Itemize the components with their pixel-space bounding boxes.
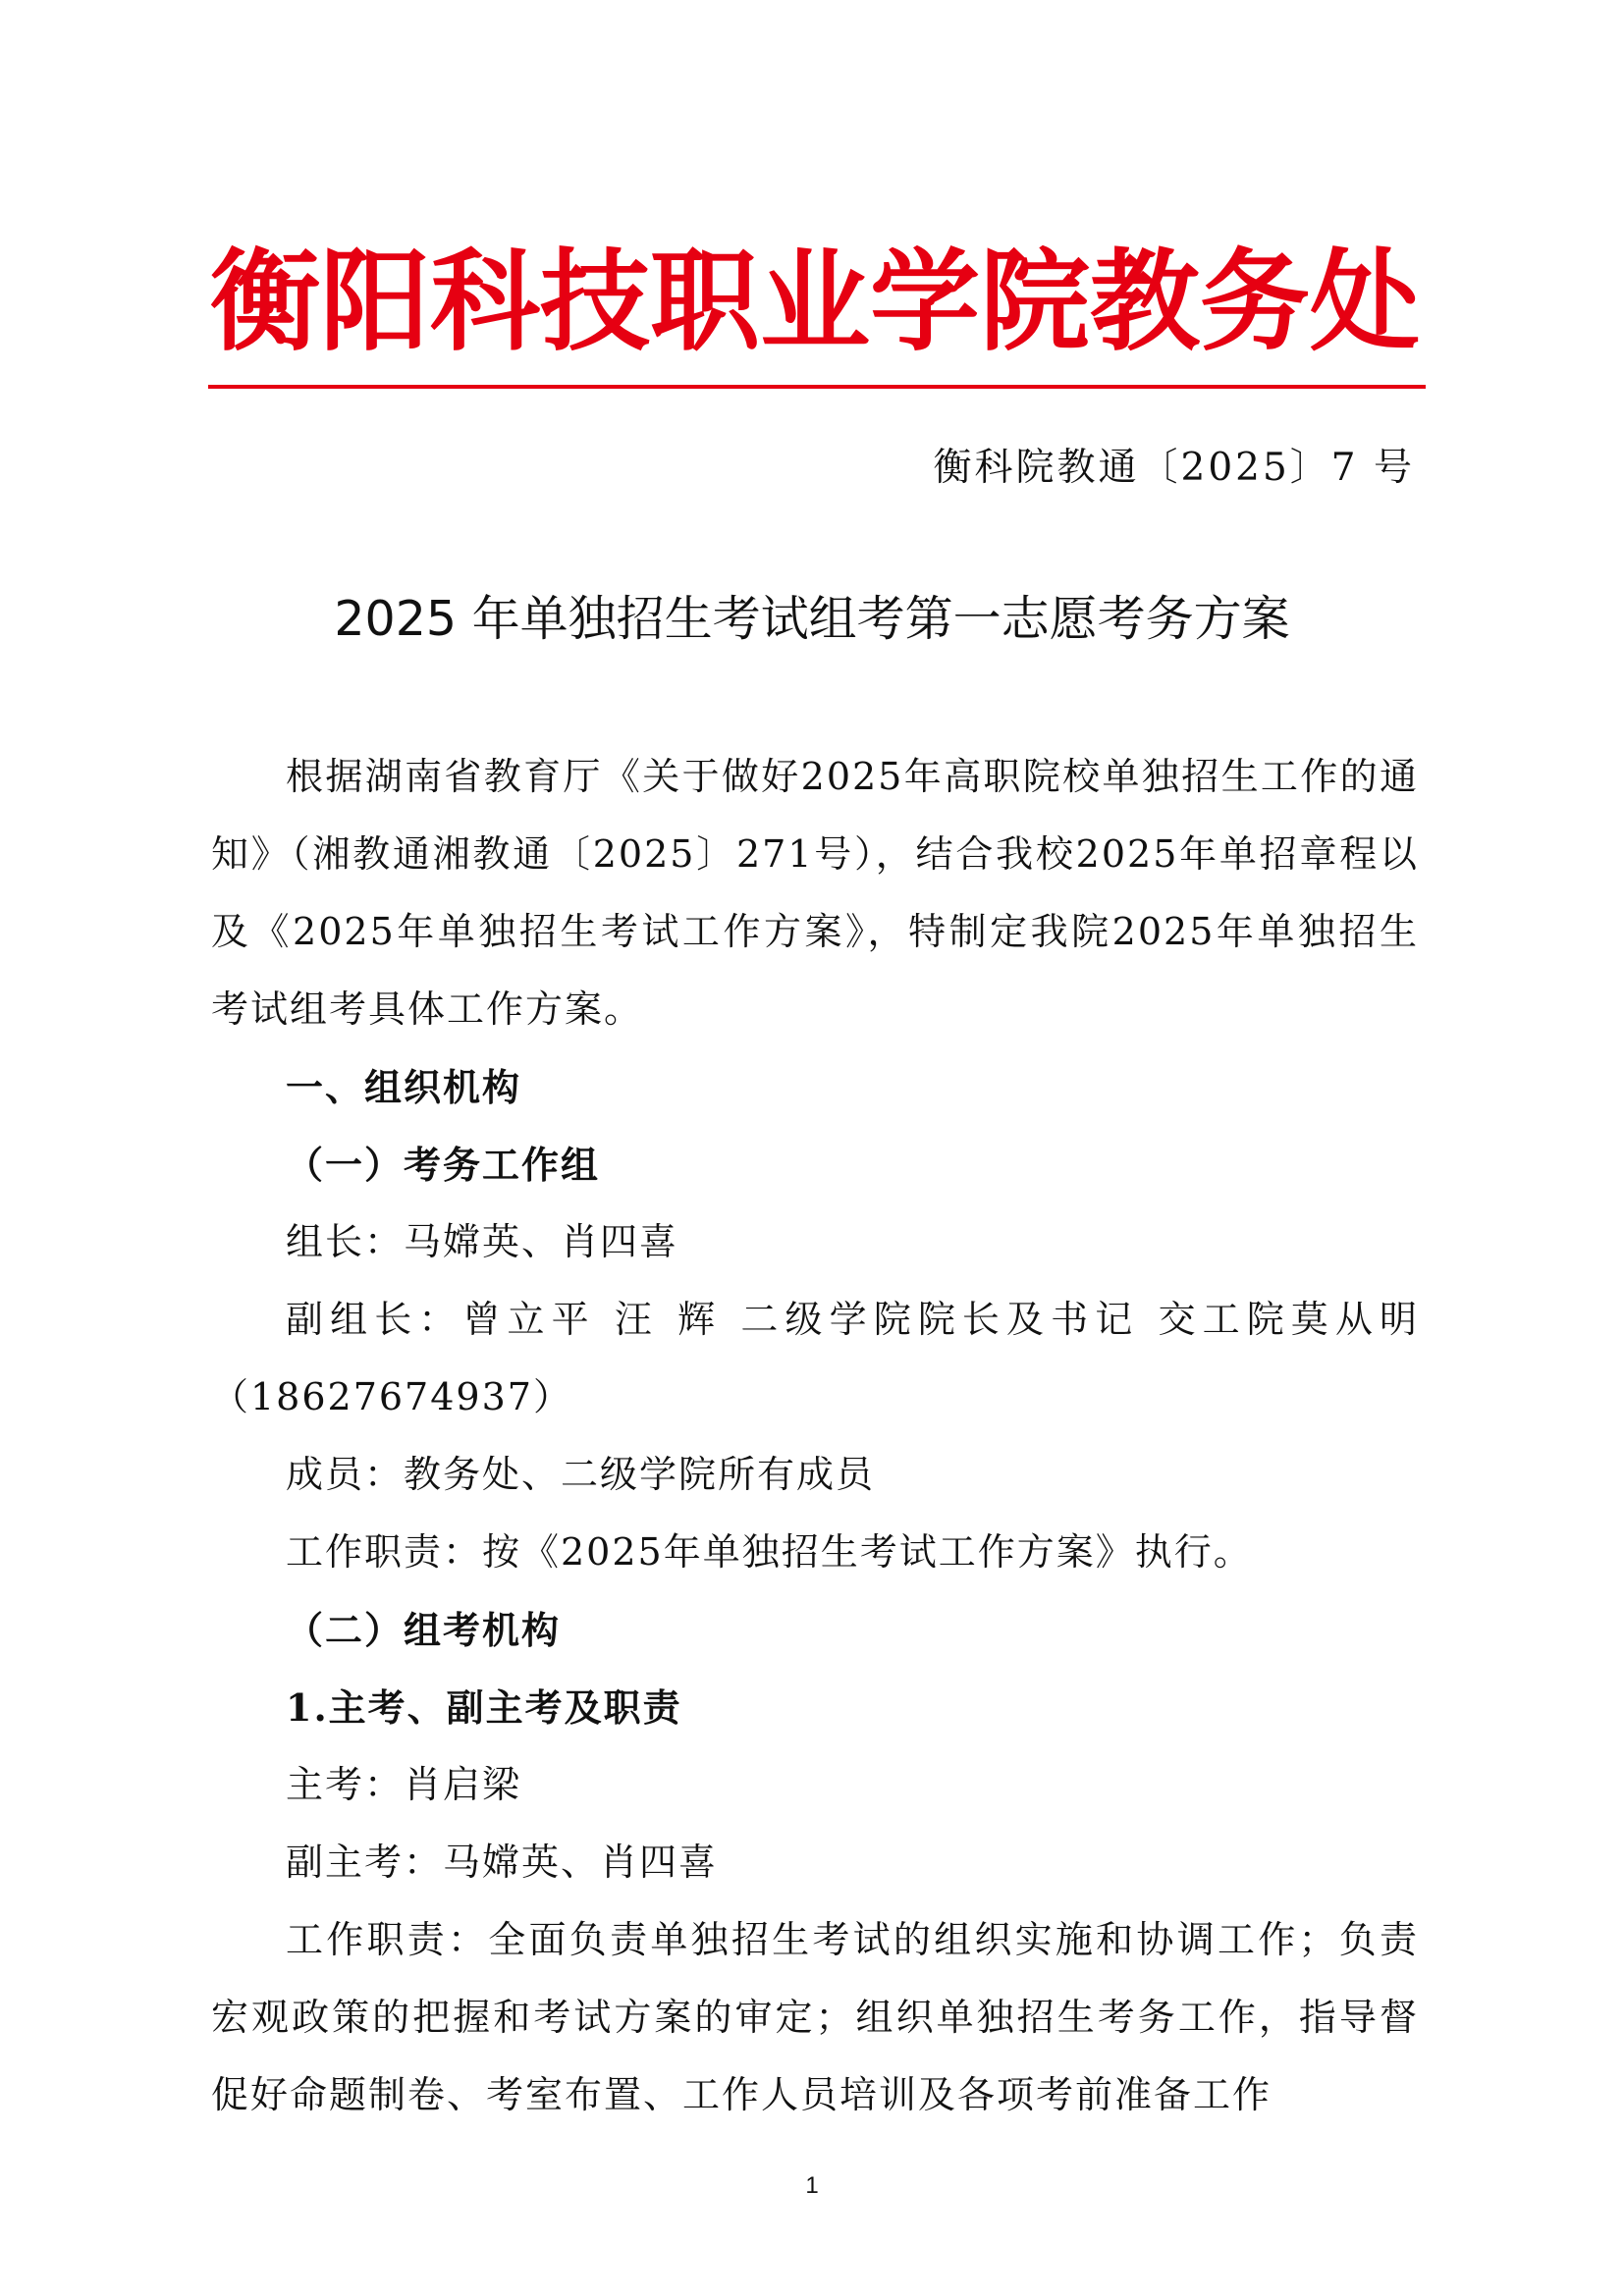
masthead-red-rule — [208, 385, 1426, 389]
document-title: 2025 年单独招生考试组考第一志愿考务方案 — [334, 591, 1290, 647]
deputy-chief-examiner: 副主考：马嫦英、肖四喜 — [286, 1841, 719, 1884]
section-heading-organization: 一、组织机构 — [286, 1065, 522, 1109]
subsection-heading-exam-group: （一）考务工作组 — [286, 1143, 601, 1187]
exam-group-members: 成员：教务处、二级学院所有成员 — [286, 1453, 876, 1496]
document-number: 衡科院教通〔2025〕7 号 — [933, 446, 1415, 490]
item-heading-chief-examiner: 1.主考、副主考及职责 — [286, 1685, 682, 1730]
page-number: 1 — [805, 2172, 819, 2199]
exam-group-duties: 工作职责：按《2025年单独招生考试工作方案》执行。 — [286, 1530, 1253, 1574]
exam-group-leader: 组长：马嫦英、肖四喜 — [286, 1220, 679, 1263]
document-body — [211, 738, 1419, 2134]
chief-examiner: 主考：肖启梁 — [286, 1763, 522, 1806]
subsection-heading-exam-organization: （二）组考机构 — [286, 1608, 562, 1652]
masthead-title: 衡阳科技职业学院教务处 — [210, 238, 1420, 366]
exam-group-deputy: 副组长：曾立平 汪 辉 二级学院院长及书记 交工院莫从明（18627674937） — [211, 1298, 1419, 1418]
intro-paragraph: 根据湖南省教育厅《关于做好2025年高职院校单独招生工作的通知》（湘教通湘教通〔2025〕271号），结合我校2025年单招章程以及《2025年单独招生考试工作方案》，特制定我院2025年单独招生考试组考具体工作方案。 — [211, 755, 1419, 1031]
chief-examiner-duties: 工作职责：全面负责单独招生考试的组织实施和协调工作；负责宏观政策的把握和考试方案的审定；组织单独招生考务工作，指导督促好命题制卷、考室布置、工作人员培训及各项考前准备工作 — [211, 1918, 1419, 2116]
